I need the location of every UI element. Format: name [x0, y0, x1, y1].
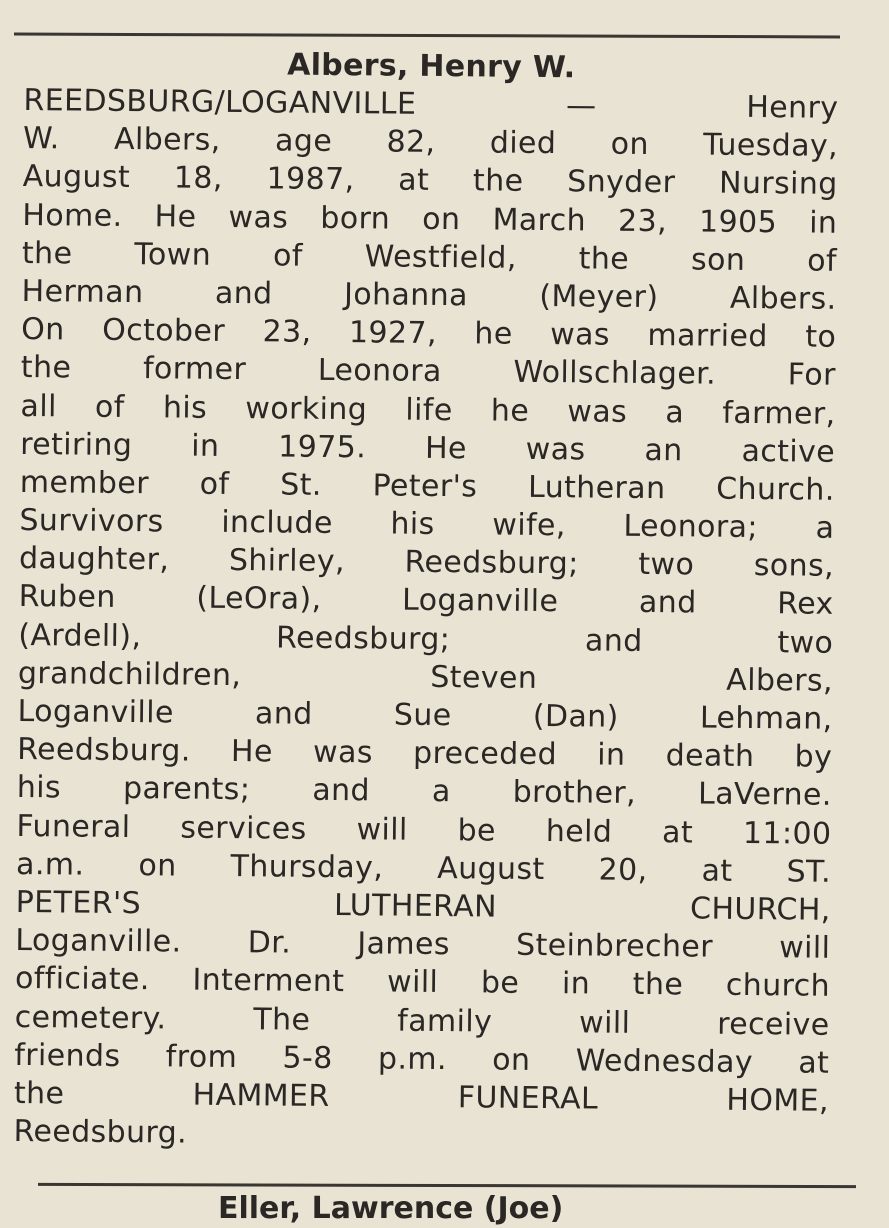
body-line: the Town of Westfield, the son of [21, 235, 838, 279]
body-line: REEDSBURG/LOGANVILLE — Henry [23, 82, 839, 126]
body-line: Reedsburg. He was preceded in death by [17, 732, 833, 775]
body-line: his parents; and a brother, LaVerne. [16, 770, 832, 814]
body-line: (Ardell), Reedsburg; and two [18, 617, 834, 661]
bottom-rule [38, 1183, 856, 1188]
top-rule [14, 33, 840, 39]
body-line: Home. He was born on March 23, 1905 in [22, 197, 838, 241]
body-line: the former Leonora Wollschlager. For [20, 350, 837, 394]
body-line: Herman and Johanna (Meyer) Albers. [21, 273, 837, 317]
body-line: a.m. on Thursday, August 20, at ST. [15, 846, 832, 890]
body-line: Loganville. Dr. James Steinbrecher will [15, 923, 831, 966]
body-line: Funeral services will be held at 11:00 [16, 808, 832, 852]
body-line: Reedsburg. [13, 1114, 188, 1151]
body-line: retiring in 1975. He was an active [19, 426, 836, 470]
body-line: On October 23, 1927, he was married to [21, 312, 837, 355]
body-line: the HAMMER FUNERAL HOME, [13, 1075, 830, 1119]
body-line: grandchildren, Steven Albers, [17, 655, 834, 699]
next-obituary-title: Eller, Lawrence (Joe) [218, 1191, 564, 1226]
body-line: daughter, Shirley, Reedsburg; two sons, [18, 541, 835, 585]
body-line: Loganville and Sue (Dan) Lehman, [17, 693, 833, 737]
body-line: officiate. Interment will be in the church [14, 961, 831, 1005]
body-line: W. Albers, age 82, died on Tuesday, [22, 121, 839, 165]
body-line: friends from 5-8 p.m. on Wednesday at [14, 1037, 830, 1081]
body-line: August 18, 1987, at the Snyder Nursing [22, 159, 838, 203]
obituary-title: Albers, Henry W. [287, 47, 576, 86]
obituary-body [13, 82, 838, 1159]
body-line: PETER'S LUTHERAN CHURCH, [15, 884, 831, 928]
body-line: member of St. Peter's Lutheran Church. [19, 464, 835, 508]
body-line: all of his working life he was a farmer, [20, 388, 836, 432]
body-line: cemetery. The family will receive [14, 999, 830, 1043]
body-line: Survivors include his wife, Leonora; a [19, 503, 835, 546]
obituary-article [13, 44, 839, 1159]
body-line: Ruben (LeOra), Loganville and Rex [18, 579, 834, 623]
